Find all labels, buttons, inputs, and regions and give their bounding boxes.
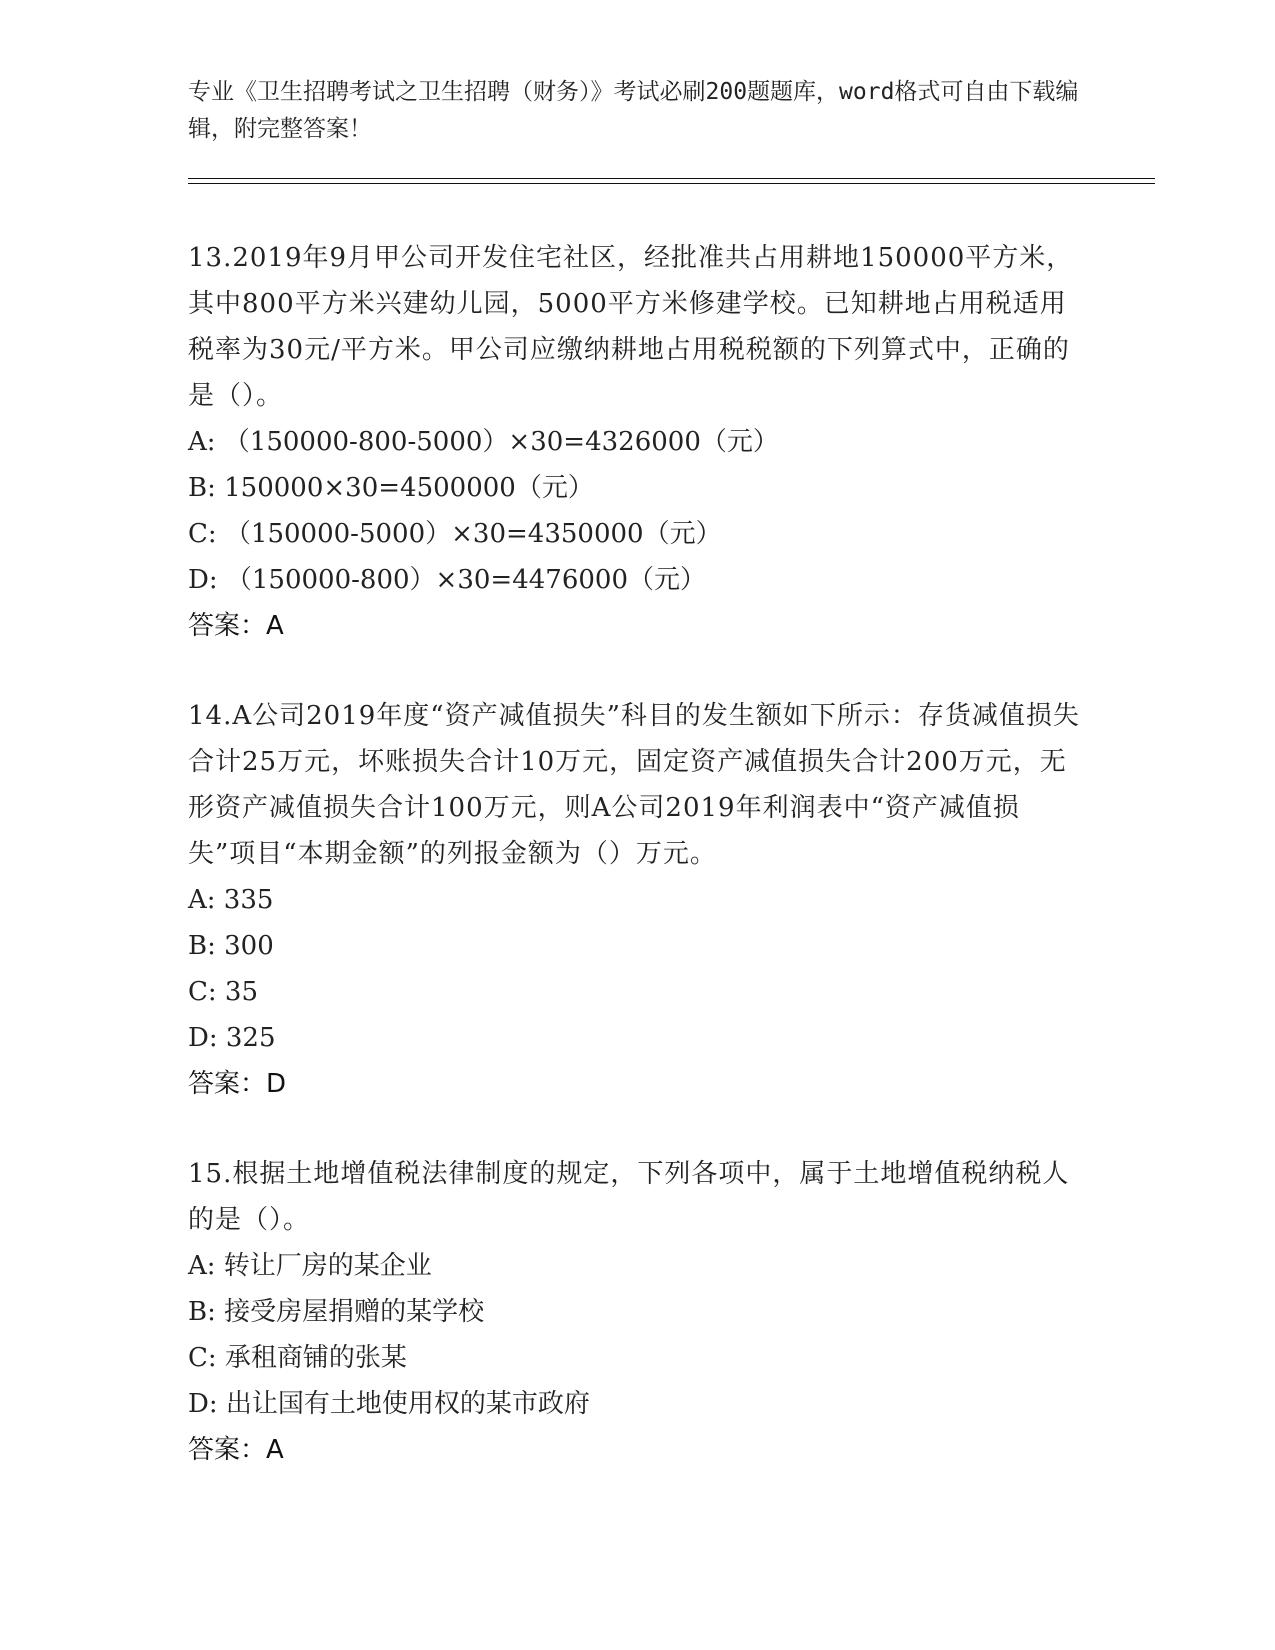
question-14: [188, 693, 1088, 1107]
option-b: B: 接受房屋捐赠的某学校: [188, 1297, 485, 1327]
answer-line: 答案：A: [188, 611, 284, 641]
question-stem: 15.根据土地增值税法律制度的规定，下列各项中，属于土地增值税纳税人的是（）。: [188, 1159, 1070, 1235]
question-15: [188, 1151, 1088, 1473]
header-rule-top: [188, 178, 1155, 179]
option-d: D: 出让国有土地使用权的某市政府: [188, 1389, 590, 1419]
answer-line: 答案：A: [188, 1435, 284, 1465]
option-a: A: 335: [188, 885, 274, 915]
option-d: D: 325: [188, 1023, 276, 1053]
document-header: [188, 74, 1088, 148]
option-a: A: （150000-800-5000）×30=4326000（元）: [188, 427, 779, 457]
option-b: B: 150000×30=4500000（元）: [188, 473, 594, 503]
option-b: B: 300: [188, 931, 274, 961]
answer-line: 答案：D: [188, 1069, 287, 1099]
document-title: 专业《卫生招聘考试之卫生招聘（财务）》考试必刷200题题库，word格式可自由下载编辑，附完整答案！: [188, 79, 1079, 142]
question-stem: 13.2019年9月甲公司开发住宅社区，经批准共占用耕地150000平方米，其中800平方米兴建幼儿园，5000平方米修建学校。已知耕地占用税适用税率为30元/平方米。甲公司应缴纳耕地占用税税额的下列算式中，正确的是（）。: [188, 243, 1074, 411]
option-c: C: （150000-5000）×30=4350000（元）: [188, 519, 722, 549]
question-stem: 14.A公司2019年度“资产减值损失”科目的发生额如下所示：存货减值损失合计25万元，坏账损失合计10万元，固定资产减值损失合计200万元，无形资产减值损失合计100万元，则A公司2019年利润表中“资产减值损失”项目“本期金额”的列报金额为（）万元。: [188, 701, 1080, 869]
option-a: A: 转让厂房的某企业: [188, 1251, 432, 1281]
option-c: C: 承租商铺的张某: [188, 1343, 407, 1373]
option-c: C: 35: [188, 977, 259, 1007]
header-rule-bottom: [188, 183, 1155, 184]
option-d: D: （150000-800）×30=4476000（元）: [188, 565, 706, 595]
question-13: [188, 235, 1088, 649]
